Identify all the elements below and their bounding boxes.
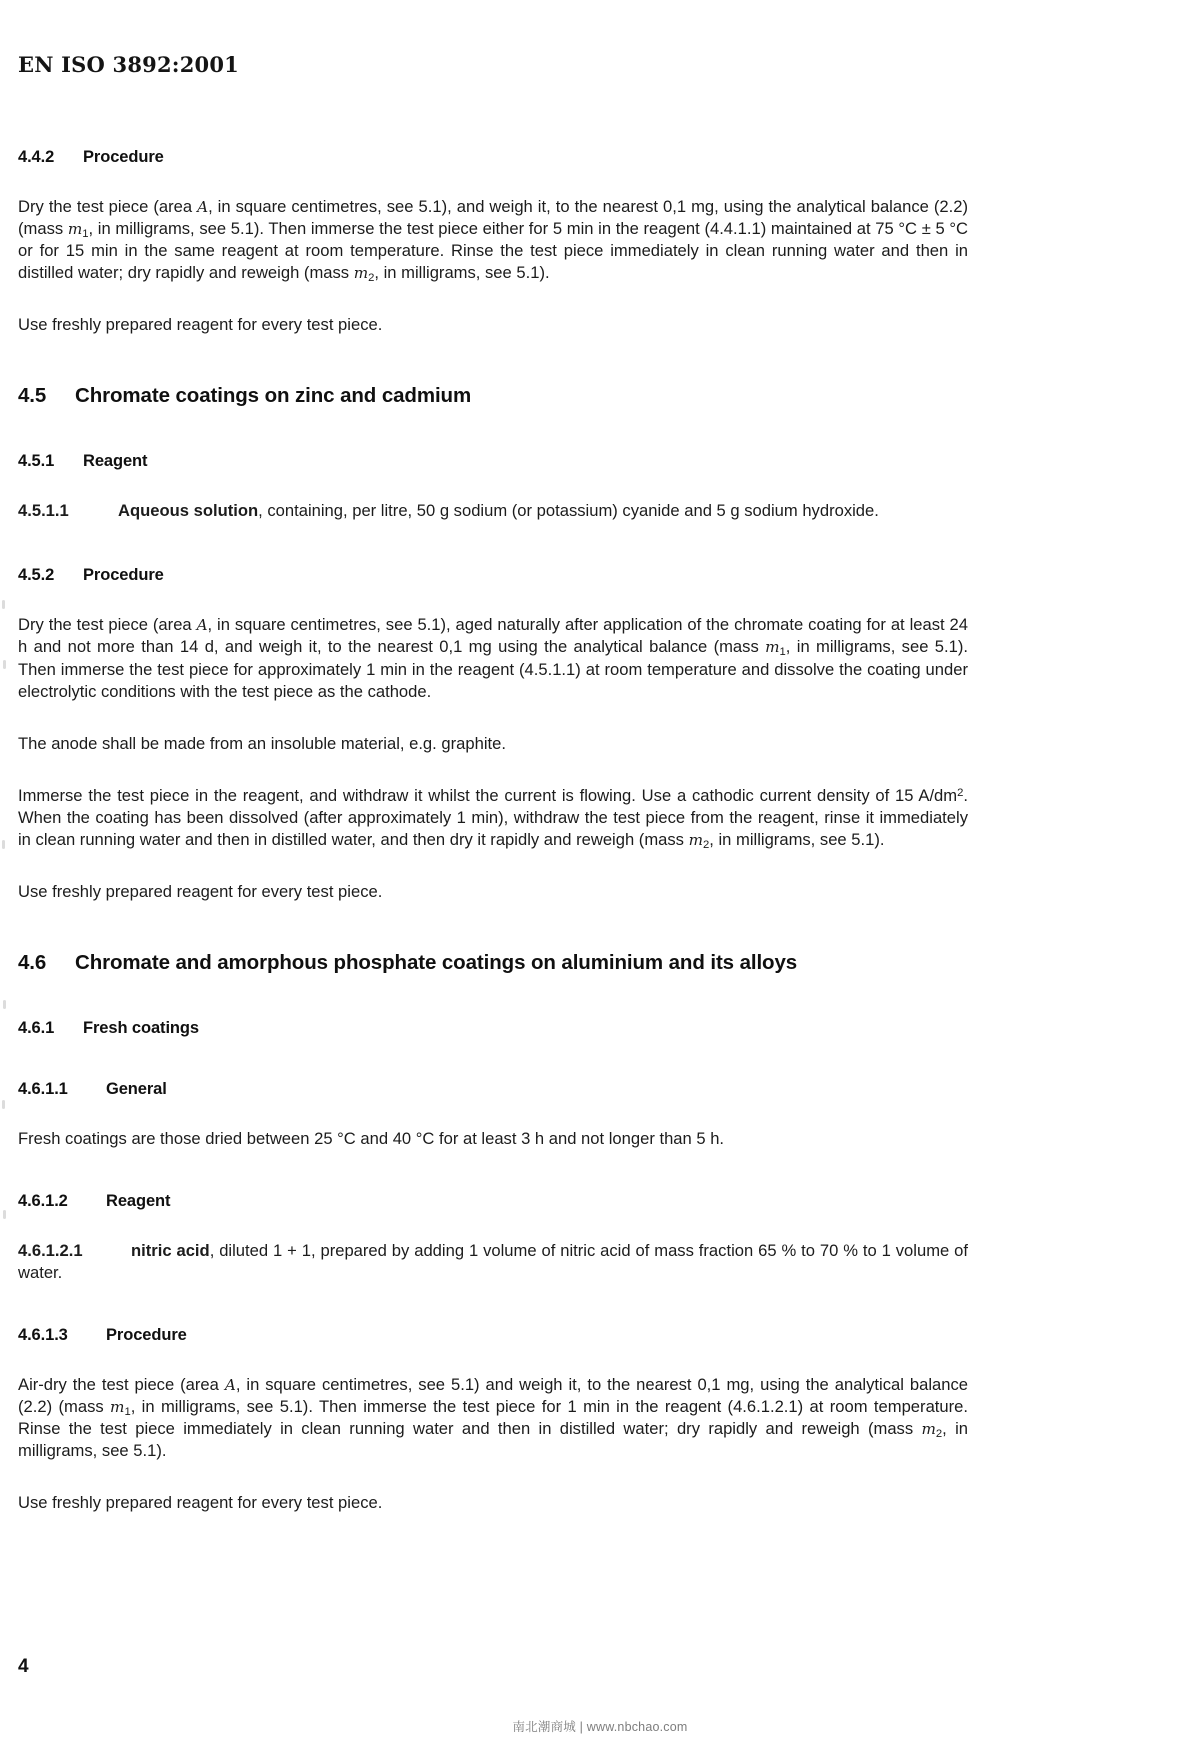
symbol-mass: m	[353, 264, 369, 283]
heading-4-6-1-3	[18, 1326, 968, 1345]
text-run: , in milligrams, see 5.1).	[374, 263, 550, 283]
paragraph-4-6-1-1-1: Fresh coatings are those dried between 25 °C and 40 °C for at least 3 h and not longer than 5 h.	[18, 1128, 725, 1148]
clause-number: 4.6.1.3	[18, 1326, 68, 1345]
text-run: Air-dry the test piece (area	[18, 1375, 225, 1395]
paragraph-4-5-2-3	[18, 785, 968, 851]
heading-4-6-1-2	[18, 1192, 968, 1211]
scan-artifact	[3, 1000, 6, 1009]
symbol-area: A	[224, 1376, 236, 1395]
symbol-subscript: 1	[779, 646, 786, 659]
heading-4-6	[18, 951, 968, 975]
paragraph-4-5-2-2: The anode shall be made from an insoluble material, e.g. graphite.	[18, 733, 506, 753]
paragraph-4-5-2-4: Use freshly prepared reagent for every test piece.	[18, 881, 383, 901]
watermark-source: 南北潮商城 | www.nbchao.com	[512, 1720, 688, 1734]
symbol-subscript: 2	[368, 272, 375, 285]
text-run: , diluted 1 + 1, prepared by adding 1 volume of nitric acid of mass fraction 65 % to 70 % to 1 volume of water.	[18, 1241, 968, 1283]
clause-title: Fresh coatings	[83, 1018, 199, 1037]
paragraph-4-6-1-2-1	[18, 1240, 968, 1284]
symbol-subscript: 2	[703, 838, 710, 851]
clause-number: 4.5	[18, 384, 47, 408]
heading-4-4-2	[18, 148, 968, 167]
term-name: Aqueous solution	[118, 501, 259, 521]
text-run: , containing, per litre, 50 g sodium (or potassium) cyanide and 5 g sodium hydroxide.	[258, 501, 879, 521]
symbol-mass: m	[921, 1420, 936, 1439]
heading-4-5-1	[18, 452, 968, 471]
text-run: Dry the test piece (area	[18, 615, 197, 635]
clause-number: 4.6.1.2	[18, 1192, 68, 1210]
text-run: , in milligrams, see 5.1). Then immerse the test piece either for 5 min in the reagent (4.4.1.1) maintained at 75 °C ± 5 °C or for 15 min in the same reagent at room temperature. Rinse the test piece immediately in clean running water and then in distilled water; dry rapidly and reweigh (mass	[18, 219, 968, 283]
clause-number: 4.6.1.2.1	[18, 1241, 83, 1260]
symbol-area: A	[197, 198, 209, 216]
text-run: Immerse the test piece in the reagent, and withdraw it whilst the current is flowing. Use a cathodic current density of 15 A/dm	[18, 785, 958, 805]
heading-4-6-1	[18, 1019, 968, 1038]
text-run: , in milligrams, see 5.1).	[709, 829, 885, 849]
clause-title: Reagent	[106, 1192, 171, 1210]
paragraph-4-5-1-1	[18, 500, 968, 522]
text-run: , in square centimetres, see 5.1), and weigh it, to the nearest 0,1 mg, using the analytical balance (2.2) (mass	[18, 197, 968, 239]
symbol-subscript: 2	[935, 1428, 943, 1441]
clause-number: 4.6.1	[18, 1018, 55, 1037]
page-content	[18, 148, 968, 1514]
clause-number: 4.5.1.1	[18, 501, 69, 521]
symbol-area: A	[196, 616, 208, 635]
heading-4-6-1-1	[18, 1080, 968, 1099]
paragraph-4-4-2-1	[18, 196, 968, 284]
symbol-superscript: 2	[957, 786, 964, 799]
paragraph-4-4-2-2: Use freshly prepared reagent for every test piece.	[18, 315, 383, 335]
scan-artifact	[2, 1100, 5, 1109]
term-name: nitric acid	[131, 1241, 210, 1260]
symbol-mass: m	[67, 220, 83, 239]
symbol-mass: m	[110, 1398, 125, 1417]
text-run: , in milligrams, see 5.1). Then immerse the test piece for approximately 1 min in the reagent (4.5.1.1) at room temperature and dissolve the coating under electrolytic conditions with the test piece as the cathode.	[18, 637, 968, 701]
clause-number: 4.6.1.1	[18, 1079, 68, 1098]
text-run: , in square centimetres, see 5.1), aged naturally after application of the chromate coating for at least 24 h and not more than 14 d, and weigh it, to the nearest 0,1 mg using the analytical balance (mass	[18, 615, 968, 657]
clause-title: Reagent	[83, 452, 148, 471]
heading-4-5	[18, 384, 968, 408]
clause-title: General	[106, 1079, 167, 1098]
clause-number: 4.5.1	[18, 452, 55, 471]
symbol-subscript: 1	[82, 228, 89, 241]
text-run: . When the coating has been dissolved (after approximately 1 min), withdraw the test piece from the reagent, rinse it immediately in clean running water and then in distilled water, and then dry it rapidly and reweigh (mass	[18, 785, 968, 849]
symbol-mass: m	[765, 638, 780, 657]
running-head-standard-number: EN ISO 3892:2001	[18, 52, 239, 77]
scan-artifact	[2, 600, 5, 609]
paragraph-4-5-2-1	[18, 614, 968, 702]
clause-number: 4.5.2	[18, 566, 55, 585]
clause-title: Procedure	[83, 148, 164, 166]
clause-title: Procedure	[83, 566, 164, 585]
text-run: , in milligrams, see 5.1). Then immerse the test piece for 1 min in the reagent (4.6.1.2.1) at room temperature. Rinse the test piece immediately in clean running water and then in distilled water; dry rapidly and reweigh (mass	[18, 1397, 968, 1439]
text-run: , in milligrams, see 5.1).	[18, 1419, 968, 1461]
clause-title: Procedure	[106, 1326, 187, 1345]
text-run: , in square centimetres, see 5.1) and weigh it, to the nearest 0,1 mg, using the analytical balance (2.2) (mass	[18, 1375, 968, 1417]
paragraph-4-6-1-3-1	[18, 1374, 968, 1462]
page-number: 4	[18, 1656, 29, 1677]
clause-number: 4.4.2	[18, 148, 55, 166]
clause-title: Chromate and amorphous phosphate coatings on aluminium and its alloys	[75, 950, 798, 974]
symbol-subscript: 1	[124, 1406, 131, 1419]
scan-artifact	[3, 660, 6, 669]
scan-artifact	[3, 1210, 6, 1219]
clause-number: 4.6	[18, 950, 47, 974]
heading-4-5-2	[18, 566, 968, 585]
text-run: Dry the test piece (area	[18, 197, 198, 216]
clause-title: Chromate coatings on zinc and cadmium	[75, 384, 472, 408]
paragraph-4-6-1-3-2: Use freshly prepared reagent for every test piece.	[18, 1493, 383, 1513]
symbol-mass: m	[688, 830, 703, 849]
scan-artifact	[2, 840, 5, 849]
